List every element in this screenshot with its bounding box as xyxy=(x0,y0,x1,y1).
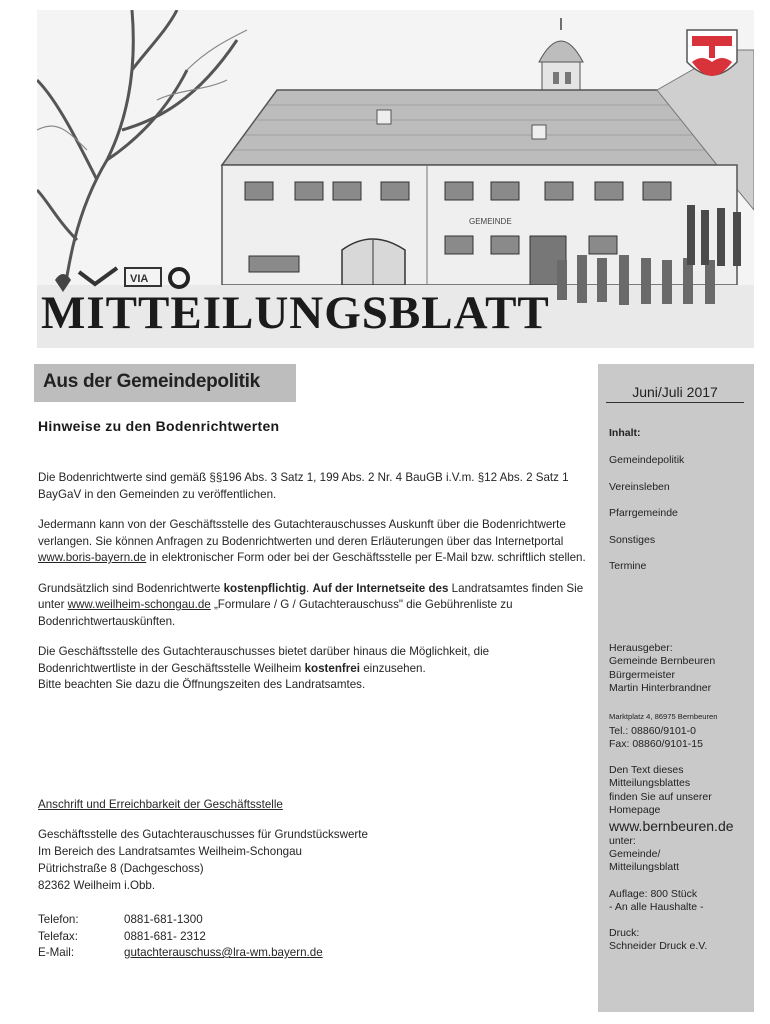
paragraph-legal-basis: Die Bodenrichtwerte sind gemäß §§196 Abs. 3 Satz 1, 199 Abs. 2 Nr. 4 BauGB i.V.m. §12 Abs. 2 Satz 1 BayGaV in den Gemeinden zu veröffentlichen. xyxy=(38,471,569,501)
text-span: einzusehen. xyxy=(359,661,426,675)
info-sidebar xyxy=(598,364,754,1012)
office-address xyxy=(38,826,458,894)
email-row xyxy=(38,945,323,962)
print-run xyxy=(609,888,704,915)
address-line: Geschäftsstelle des Gutachterauschusses für Grundstückswerte xyxy=(38,828,368,841)
toc-title: Inhalt: xyxy=(609,427,641,439)
section-heading-label: Aus der Gemeindepolitik xyxy=(43,371,260,392)
website-info xyxy=(609,764,753,875)
contact-details xyxy=(38,912,323,962)
toc-item-pfarrgemeinde[interactable]: Pfarrgemeinde xyxy=(609,507,678,520)
printer-line: Schneider Druck e.V. xyxy=(609,940,708,953)
text-span: Landratsamtes finden Sie unter xyxy=(38,581,584,611)
address-line: Pütrichstraße 8 (Dachgeschoss) xyxy=(38,862,204,875)
printer-info xyxy=(609,927,707,954)
publisher-line: Bürgermeister xyxy=(609,668,675,681)
web-intro-line: finden Sie auf unserer xyxy=(609,790,712,803)
masthead-illustration xyxy=(37,10,754,348)
text-span: „Formulare / G / Gutachterauschuss" die Gebührenliste zu Bodenrichtwertauskünften. xyxy=(38,598,513,628)
publisher-line: Gemeinde Bernbeuren xyxy=(609,655,716,668)
toc-item-sonstiges[interactable]: Sonstiges xyxy=(609,533,656,546)
fax-label: Telefax: xyxy=(38,929,78,943)
print-run-line: - An alle Haushalte - xyxy=(609,901,704,914)
website-link[interactable]: www.bernbeuren.de xyxy=(609,817,734,834)
toc-list xyxy=(609,453,684,586)
bold-text: kostenfrei xyxy=(304,661,360,675)
print-run-line: Auflage: 800 Stück xyxy=(609,888,698,900)
phone-row xyxy=(38,912,323,929)
web-intro-line: Den Text dieses xyxy=(609,764,684,776)
masthead-title: MITTEILUNGSBLATT xyxy=(41,287,550,339)
web-outro-line: unter: xyxy=(609,834,636,847)
municipal-address: Marktplatz 4, 86975 Bernbeuren xyxy=(609,712,718,721)
phone-value: 0881-681-1300 xyxy=(124,913,203,926)
text-span: Die Geschäftsstelle des Gutachterauschusses bietet darüber hinaus die Möglichkeit, die Bodenrichtwertliste in der Geschäftsstelle Weilheim xyxy=(38,645,490,675)
text-span: in elektronischer Form oder bei der Geschäftsstelle per E-Mail bzw. schriftlich stellen. xyxy=(146,551,586,564)
toc-item-termine[interactable]: Termine xyxy=(609,560,647,573)
text-span: . xyxy=(306,581,313,595)
paragraph-fees xyxy=(38,581,588,631)
municipal-fax: Fax: 08860/9101-15 xyxy=(609,738,703,751)
address-line: Im Bereich des Landratsamtes Weilheim-Schongau xyxy=(38,845,302,858)
paragraph-free-access xyxy=(38,644,588,694)
article-title: Hinweise zu den Bodenrichtwerten xyxy=(38,418,280,434)
address-line: 82362 Weilheim i.Obb. xyxy=(38,879,156,892)
fax-value: 0881-681- 2312 xyxy=(124,929,206,943)
phone-label: Telefon: xyxy=(38,913,79,926)
web-outro-line: Gemeinde/ xyxy=(609,848,661,861)
web-intro-line: Homepage xyxy=(609,804,661,817)
toc-item-vereinsleben[interactable]: Vereinsleben xyxy=(609,480,670,493)
text-span: Jedermann kann von der Geschäftsstelle des Gutachterauschusses Auskunft über die Bodenrichtwerte verlangen. Sie können Anfragen zu Bodenrichtwerten und deren Erläuterungen über das Internetportal xyxy=(38,518,566,548)
bold-text: kostenpflichtig xyxy=(223,581,307,595)
toc-item-gemeindepolitik[interactable]: Gemeindepolitik xyxy=(609,454,685,466)
email-label: E-Mail: xyxy=(38,946,75,959)
municipal-crest-icon xyxy=(687,30,737,76)
printer-line: Druck: xyxy=(609,927,640,939)
article-body xyxy=(38,470,588,708)
weilheim-schongau-link[interactable]: www.weilheim-schongau.de xyxy=(67,598,211,611)
text-span: Grundsätzlich sind Bodenrichtwerte xyxy=(38,581,224,595)
fax-row xyxy=(38,929,323,946)
municipal-phone-fax xyxy=(609,725,703,752)
section-heading xyxy=(34,364,296,402)
bold-text: Auf der Internetseite des xyxy=(312,581,449,595)
paragraph-information-request xyxy=(38,517,588,567)
publisher-line: Herausgeber: xyxy=(609,642,673,654)
web-outro-line: Mitteilungsblatt xyxy=(609,861,680,874)
email-link[interactable]: gutachterauschuss@lra-wm.bayern.de xyxy=(124,946,323,959)
publisher-info xyxy=(609,642,753,696)
boris-bayern-link[interactable]: www.boris-bayern.de xyxy=(38,551,147,564)
municipal-phone: Tel.: 08860/9101-0 xyxy=(609,725,696,737)
publisher-line: Martin Hinterbrandner xyxy=(609,682,712,695)
contact-heading: Anschrift und Erreichbarkeit der Geschäftsstelle xyxy=(38,798,283,811)
web-intro-line: Mitteilungsblattes xyxy=(609,777,691,790)
svg-text:VIA: VIA xyxy=(130,273,149,285)
building-sign: GEMEINDE xyxy=(469,217,512,226)
edition-date: Juni/Juli 2017 xyxy=(606,384,744,403)
text-span: Bitte beachten Sie dazu die Öffnungszeiten des Landratsamtes. xyxy=(38,678,366,691)
